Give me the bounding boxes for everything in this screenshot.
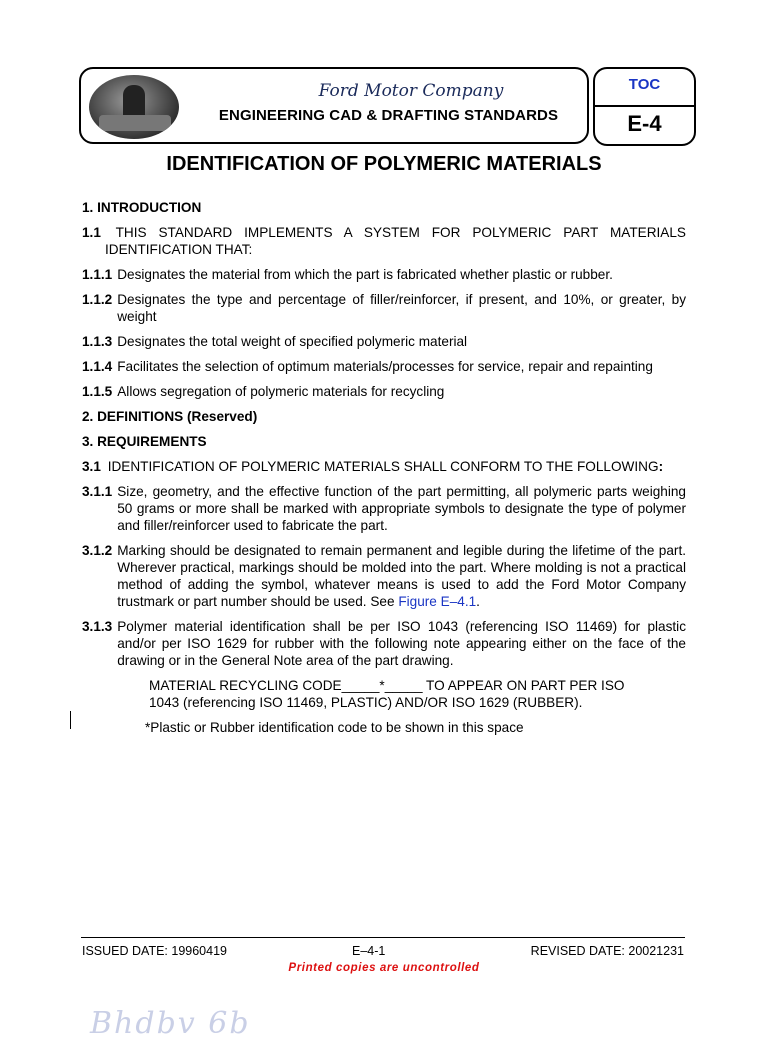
list-item: 1.1 THIS STANDARD IMPLEMENTS A SYSTEM FOR POLYMERIC PART MATERIALS IDENTIFICATION THAT:: [82, 225, 686, 257]
footnote: *Plastic or Rubber identification code to be shown in this space: [145, 720, 524, 735]
watermark-signature: Bhdbv 6b: [90, 1006, 251, 1041]
revised-date: REVISED DATE: 20021231: [530, 944, 684, 958]
uncontrolled-notice: Printed copies are uncontrolled: [288, 962, 480, 974]
list-item: 3.1.2 Marking should be designated to remain permanent and legible during the lifetime of the part. Wherever practical, markings should be molded into the part. Where molding is not a practical method of adding the symbol, whatever means is used to add the Ford Motor Company trustmark or part number should be used. See Figure E–4.1.: [82, 543, 686, 609]
figure-link[interactable]: Figure E–4.1: [398, 594, 477, 609]
header-block: [79, 67, 696, 146]
header-photo-icon: [89, 75, 179, 139]
list-item: 3.1.1 Size, geometry, and the effective function of the part permitting, all polymeric parts weighing 50 grams or more shall be marked with appropriate symbols to designate the type of polymer and filler/reinforcer used to fabricate the part.: [82, 484, 686, 533]
ford-logo: Ford Motor Company: [318, 81, 504, 101]
list-item: 1.1.5 Allows segregation of polymeric materials for recycling: [82, 384, 445, 399]
section-code: E-4: [627, 111, 662, 136]
issued-date: ISSUED DATE: 19960419: [82, 944, 227, 958]
text-cursor: [70, 711, 71, 729]
page-number: E–4-1: [352, 944, 386, 958]
section-heading-introduction: 1. INTRODUCTION: [82, 200, 202, 215]
list-item: 1.1.1 Designates the material from which the part is fabricated whether plastic or rubber.: [82, 267, 613, 282]
header-title: ENGINEERING CAD & DRAFTING STANDARDS: [218, 107, 559, 124]
list-item: 1.1.3 Designates the total weight of specified polymeric material: [82, 334, 468, 349]
footer-divider: [81, 937, 685, 938]
section-heading-definitions: 2. DEFINITIONS (Reserved): [82, 409, 258, 424]
list-item: 3.1 IDENTIFICATION OF POLYMERIC MATERIALS SHALL CONFORM TO THE FOLLOWING:: [82, 459, 664, 474]
toc-link[interactable]: TOC: [628, 76, 661, 93]
recycling-note: MATERIAL RECYCLING CODE_____*_____ TO APPEAR ON PART PER ISO 1043 (referencing ISO 11469, PLASTIC) AND/OR ISO 1629 (RUBBER).: [149, 678, 625, 710]
section-heading-requirements: 3. REQUIREMENTS: [82, 434, 207, 449]
page-title: IDENTIFICATION OF POLYMERIC MATERIALS: [166, 153, 602, 175]
list-item: 1.1.4 Facilitates the selection of optimum materials/processes for service, repair and repainting: [82, 359, 653, 374]
list-item: 1.1.2 Designates the type and percentage of filler/reinforcer, if present, and 10%, or greater, by weight: [82, 292, 686, 324]
document-body: [82, 199, 686, 736]
code-divider: [595, 105, 694, 107]
header-code-box: [593, 67, 696, 146]
header-title-box: [79, 67, 589, 144]
list-item: 3.1.3 Polymer material identification shall be per ISO 1043 (referencing ISO 11469) for plastic and/or per ISO 1629 for rubber with the following note appearing either on the face of the drawing or in the General Note area of the part drawing.: [82, 619, 686, 668]
